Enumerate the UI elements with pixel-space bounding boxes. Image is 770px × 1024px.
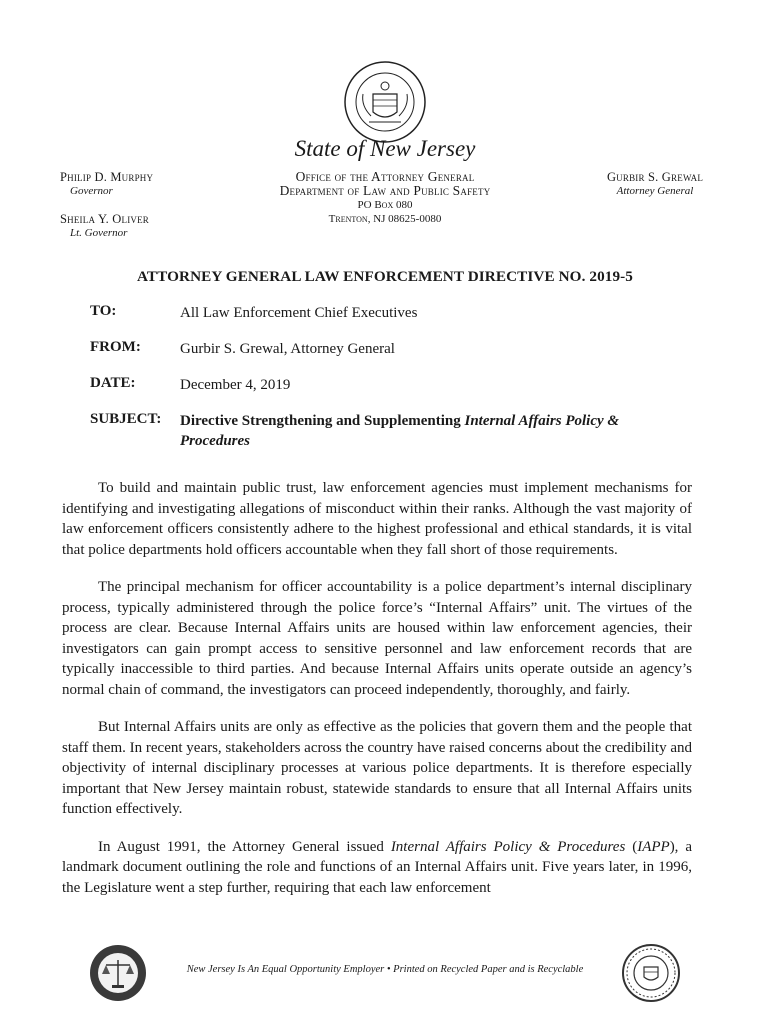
city-address: Trenton, NJ 08625-0080: [328, 213, 442, 225]
office-name: Office of the Attorney General: [295, 169, 475, 184]
p4-text-c: ), a landmark document outlining the role and functions of an Internal Affairs unit. Five years later, in 1996, the Legislature went a step further, requiring that each law enforcement: [62, 838, 692, 896]
attorney-general-title: Attorney General: [616, 185, 694, 197]
memo-date-label: DATE:: [90, 375, 136, 391]
p4-italic-iapp-title: Internal Affairs Policy & Procedures: [390, 838, 626, 855]
memo-to-value: All Law Enforcement Chief Executives: [180, 305, 418, 321]
memo-subject-row: [90, 411, 650, 459]
po-box: PO Box 080: [357, 199, 413, 211]
attorney-general-seal-icon: [88, 943, 148, 1003]
law-public-safety-seal-icon: [621, 943, 681, 1003]
memo-from-label: FROM:: [90, 339, 141, 355]
attorney-general-name: Gurbir S. Grewal: [606, 170, 704, 184]
memo-date-value: December 4, 2019: [180, 377, 291, 393]
lt-governor-title: Lt. Governor: [70, 227, 128, 239]
office-address-block: [220, 170, 550, 226]
state-title: State of New Jersey: [294, 136, 476, 161]
memo-header: [90, 303, 650, 459]
memo-from-value: Gurbir S. Grewal, Attorney General: [180, 341, 395, 357]
memo-to-label: TO:: [90, 303, 117, 319]
subject-text: Directive Strengthening and Supplementing: [180, 413, 465, 429]
memo-date-row: [90, 375, 650, 411]
department-name: Department of Law and Public Safety: [279, 183, 491, 198]
memo-from-row: [90, 339, 650, 375]
subject-italic-text: Internal Affairs Policy & Procedures: [180, 413, 620, 449]
governor-block: [60, 170, 153, 240]
body-paragraph-2: The principal mechanism for officer accountability is a police department’s internal disciplinary process, typically administered through the police force’s “Internal Affairs” unit. The virtues of the process are clear. Because Internal Affairs units are housed within law enforcement agencies, their investigators can gain prompt access to sensitive personnel and law enforcement records that are typically inaccessible to third parties. And because Internal Affairs units operate outside an agency’s normal chain of command, the investigators can proceed independently, thoroughly, and fairly.: [62, 579, 692, 698]
p4-italic-iapp: IAPP: [637, 838, 670, 855]
p4-text-b: (: [625, 838, 638, 855]
governor-name: Philip D. Murphy: [60, 170, 154, 184]
body-paragraph-3: But Internal Affairs units are only as effective as the policies that govern them and the people that staff them. In recent years, stakeholders across the country have raised concerns about the credibility and objectivity of internal disciplinary processes at various police departments. It is therefore especially important that New Jersey maintain robust, statewide standards to ensure that all Internal Affairs units function effectively.: [62, 719, 692, 817]
memo-subject-value: [180, 411, 650, 459]
directive-title: ATTORNEY GENERAL LAW ENFORCEMENT DIRECTIVE NO. 2019-5: [136, 268, 633, 285]
governor-title: Governor: [70, 185, 113, 197]
memo-subject-label: SUBJECT:: [90, 411, 162, 427]
directive-body: [62, 478, 692, 915]
p4-text-a: In August 1991, the Attorney General issued: [98, 838, 391, 855]
state-seal-icon: [343, 60, 427, 144]
memo-to-row: [90, 303, 650, 339]
lt-governor-name: Sheila Y. Oliver: [60, 212, 149, 226]
attorney-general-block: [590, 170, 720, 198]
body-paragraph-4: [62, 837, 692, 899]
body-paragraph-1: To build and maintain public trust, law enforcement agencies must implement mechanisms for identifying and investigating allegations of misconduct within their ranks. Although the vast majority of law enforcement officers consistently adhere to the highest professional and ethical standards, it is vital that police departments hold officers accountable when they fall short of those requirements.: [62, 480, 692, 558]
footer-statement: New Jersey Is An Equal Opportunity Employer • Printed on Recycled Paper and is Recyclable: [186, 964, 584, 975]
